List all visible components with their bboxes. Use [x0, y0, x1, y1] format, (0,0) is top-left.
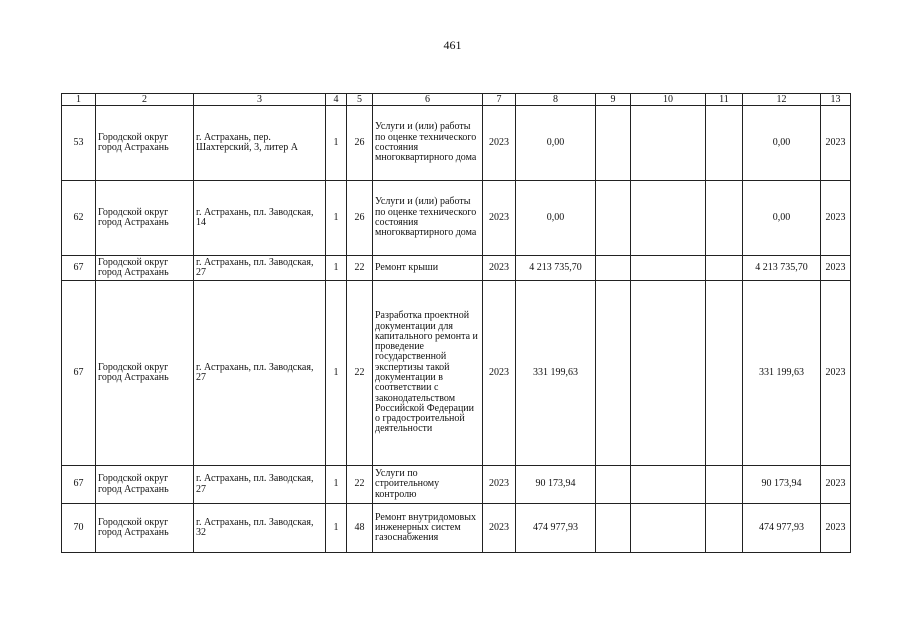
- col4-cell: 1: [326, 256, 347, 281]
- table-row: [62, 504, 851, 553]
- header-cell: 5: [347, 94, 373, 106]
- work-type-cell: Услуги по строительному контролю: [373, 466, 483, 504]
- col10-cell: [631, 256, 706, 281]
- year-cell: 2023: [483, 256, 516, 281]
- col9-cell: [596, 504, 631, 553]
- row-number: 67: [62, 281, 96, 466]
- total-cost-cell: 0,00: [516, 106, 596, 181]
- work-type-cell: Услуги и (или) работы по оценке технического состояния многоквартирного дома: [373, 106, 483, 181]
- municipality-cell: Городской округ город Астрахань: [96, 466, 194, 504]
- col9-cell: [596, 106, 631, 181]
- table-row: [62, 181, 851, 256]
- col13-cell: 2023: [821, 256, 851, 281]
- col13-cell: 2023: [821, 106, 851, 181]
- col5-cell: 26: [347, 181, 373, 256]
- col12-cell: 4 213 735,70: [743, 256, 821, 281]
- municipality-cell: Городской округ город Астрахань: [96, 504, 194, 553]
- col4-cell: 1: [326, 181, 347, 256]
- table-row: [62, 281, 851, 466]
- work-type-cell: Ремонт крыши: [373, 256, 483, 281]
- col12-cell: 474 977,93: [743, 504, 821, 553]
- header-row: [62, 94, 851, 106]
- header-cell: 4: [326, 94, 347, 106]
- table-row: [62, 256, 851, 281]
- col5-cell: 22: [347, 281, 373, 466]
- col11-cell: [706, 281, 743, 466]
- year-cell: 2023: [483, 181, 516, 256]
- col13-cell: 2023: [821, 504, 851, 553]
- header-cell: 2: [96, 94, 194, 106]
- total-cost-cell: 90 173,94: [516, 466, 596, 504]
- col10-cell: [631, 504, 706, 553]
- year-cell: 2023: [483, 281, 516, 466]
- municipality-cell: Городской округ город Астрахань: [96, 281, 194, 466]
- row-number: 62: [62, 181, 96, 256]
- col13-cell: 2023: [821, 181, 851, 256]
- col5-cell: 22: [347, 466, 373, 504]
- row-number: 67: [62, 466, 96, 504]
- header-cell: 6: [373, 94, 483, 106]
- col11-cell: [706, 504, 743, 553]
- municipality-cell: Городской округ город Астрахань: [96, 106, 194, 181]
- row-number: 53: [62, 106, 96, 181]
- col5-cell: 48: [347, 504, 373, 553]
- header-cell: 3: [194, 94, 326, 106]
- header-cell: 13: [821, 94, 851, 106]
- header-cell: 11: [706, 94, 743, 106]
- col13-cell: 2023: [821, 466, 851, 504]
- header-cell: 7: [483, 94, 516, 106]
- municipality-cell: Городской округ город Астрахань: [96, 256, 194, 281]
- year-cell: 2023: [483, 106, 516, 181]
- col5-cell: 26: [347, 106, 373, 181]
- address-cell: г. Астрахань, пл. Заводская, 27: [194, 256, 326, 281]
- address-cell: г. Астрахань, пл. Заводская, 27: [194, 466, 326, 504]
- col4-cell: 1: [326, 504, 347, 553]
- header-cell: 8: [516, 94, 596, 106]
- municipality-cell: Городской округ город Астрахань: [96, 181, 194, 256]
- col11-cell: [706, 181, 743, 256]
- col4-cell: 1: [326, 106, 347, 181]
- row-number: 70: [62, 504, 96, 553]
- header-cell: 1: [62, 94, 96, 106]
- row-number: 67: [62, 256, 96, 281]
- col11-cell: [706, 466, 743, 504]
- col10-cell: [631, 106, 706, 181]
- col9-cell: [596, 466, 631, 504]
- header-cell: 9: [596, 94, 631, 106]
- col5-cell: 22: [347, 256, 373, 281]
- col9-cell: [596, 281, 631, 466]
- total-cost-cell: 474 977,93: [516, 504, 596, 553]
- col12-cell: 0,00: [743, 181, 821, 256]
- col4-cell: 1: [326, 466, 347, 504]
- col11-cell: [706, 256, 743, 281]
- address-cell: г. Астрахань, пл. Заводская, 14: [194, 181, 326, 256]
- page-number: 461: [443, 38, 462, 52]
- work-type-cell: Разработка проектной документации для капитального ремонта и проведение государственной экспертизы такой документации в соответствии с законодательством Российской Федерации о градостроительной деятельности: [373, 281, 483, 466]
- address-cell: г. Астрахань, пл. Заводская, 27: [194, 281, 326, 466]
- register-table: [61, 93, 851, 553]
- table-row: [62, 466, 851, 504]
- col13-cell: 2023: [821, 281, 851, 466]
- address-cell: г. Астрахань, пл. Заводская, 32: [194, 504, 326, 553]
- col12-cell: 0,00: [743, 106, 821, 181]
- table-row: [62, 106, 851, 181]
- header-cell: 12: [743, 94, 821, 106]
- col10-cell: [631, 181, 706, 256]
- work-type-cell: Услуги и (или) работы по оценке технического состояния многоквартирного дома: [373, 181, 483, 256]
- col12-cell: 90 173,94: [743, 466, 821, 504]
- col12-cell: 331 199,63: [743, 281, 821, 466]
- year-cell: 2023: [483, 466, 516, 504]
- col9-cell: [596, 256, 631, 281]
- address-cell: г. Астрахань, пер. Шахтерский, 3, литер А: [194, 106, 326, 181]
- col10-cell: [631, 281, 706, 466]
- total-cost-cell: 0,00: [516, 181, 596, 256]
- work-type-cell: Ремонт внутридомовых инженерных систем газоснабжения: [373, 504, 483, 553]
- col9-cell: [596, 181, 631, 256]
- total-cost-cell: 4 213 735,70: [516, 256, 596, 281]
- col4-cell: 1: [326, 281, 347, 466]
- total-cost-cell: 331 199,63: [516, 281, 596, 466]
- year-cell: 2023: [483, 504, 516, 553]
- header-cell: 10: [631, 94, 706, 106]
- col10-cell: [631, 466, 706, 504]
- col11-cell: [706, 106, 743, 181]
